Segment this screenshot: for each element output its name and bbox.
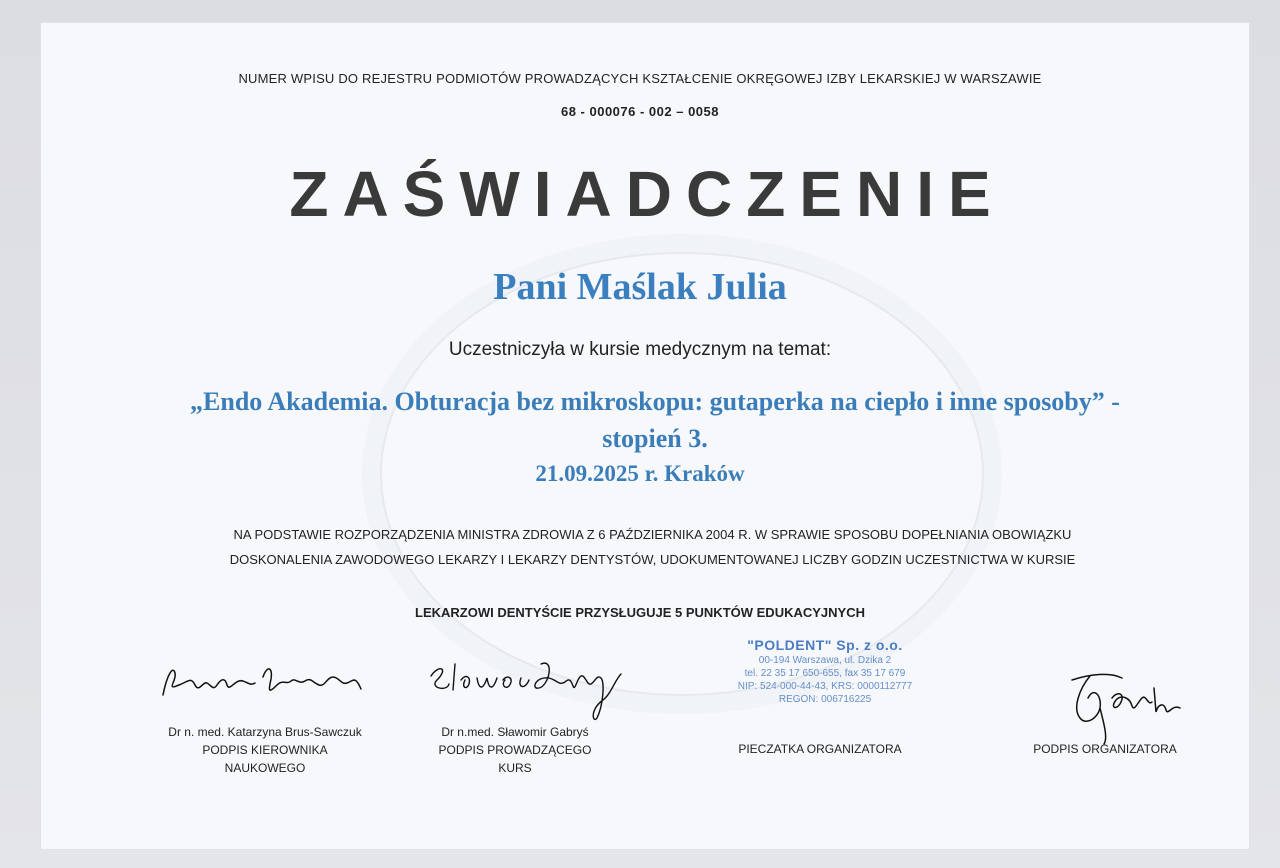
signature-block-scientific-lead bbox=[140, 723, 390, 777]
stamp-phone: tel. 22 35 17 650-655, fax 35 17 679 bbox=[744, 668, 906, 679]
stamp-address: 00-194 Warszawa, ul. Dzika 2 bbox=[758, 655, 892, 666]
signature-block-course-lead bbox=[410, 723, 620, 777]
certificate-title: ZAŚWIADCZENIE bbox=[289, 158, 1005, 230]
course-date-place: 21.09.2025 r. Kraków bbox=[535, 461, 745, 486]
stamp-nip-krs: NIP: 524-000-44-43, KRS: 0000112777 bbox=[737, 681, 913, 692]
recipient-name: Pani Maślak Julia bbox=[493, 266, 787, 308]
signatory-name: Dr n.med. Sławomir Gabryś bbox=[441, 725, 589, 739]
signatory-name: Dr n. med. Katarzyna Brus-Sawczuk bbox=[168, 725, 362, 739]
course-title: „Endo Akademia. Obturacja bez mikroskopu: gutaperka na ciepło i inne sposoby” - stopień 3. bbox=[190, 387, 1120, 453]
legal-line-2: DOSKONALENIA ZAWODOWEGO LEKARZY I LEKARZY DENTYSTÓW, UDOKUMENTOWANEJ LICZBY GODZIN UCZESTNICTWA W KURSIE bbox=[229, 552, 1076, 567]
organizer-signature-label: PODPIS ORGANIZATORA bbox=[1033, 742, 1177, 756]
organizer-stamp bbox=[705, 636, 945, 706]
signature-organizer bbox=[1050, 668, 1190, 748]
stamp-regon: REGON: 006716225 bbox=[778, 694, 872, 705]
registry-title: NUMER WPISU DO REJESTRU PODMIOTÓW PROWADZĄCYCH KSZTAŁCENIE OKRĘGOWEJ IZBY LEKARSKIEJ W WARSZAWIE bbox=[238, 71, 1042, 86]
signatory-role-line-2: NAUKOWEGO bbox=[224, 761, 306, 775]
signatory-role-line-1: PODPIS PROWADZĄCEGO bbox=[438, 743, 592, 757]
education-points: LEKARZOWI DENTYŚCIE PRZYSŁUGUJE 5 PUNKTÓW EDUKACYJNYCH bbox=[415, 605, 865, 620]
legal-basis bbox=[120, 522, 1185, 572]
participation-text: Uczestniczyła w kursie medycznym na temat: bbox=[448, 339, 832, 360]
registry-number: 68 - 000076 - 002 – 0058 bbox=[560, 104, 719, 119]
signatory-role-line-1: PODPIS KIEROWNIKA bbox=[202, 743, 328, 757]
signatory-role-line-2: KURS bbox=[498, 761, 532, 775]
stamp-company-name: "POLDENT" Sp. z o.o. bbox=[747, 637, 903, 653]
legal-line-1: NA PODSTAWIE ROZPORZĄDZENIA MINISTRA ZDROWIA Z 6 PAŹDZIERNIKA 2004 R. W SPRAWIE SPOSOBU DOPEŁNIANIA OBOWIĄZKU bbox=[233, 527, 1072, 542]
signature-gabrys bbox=[425, 650, 635, 725]
signature-brus-sawczuk bbox=[155, 655, 375, 705]
organizer-stamp-label: PIECZATKA ORGANIZATORA bbox=[738, 742, 902, 756]
